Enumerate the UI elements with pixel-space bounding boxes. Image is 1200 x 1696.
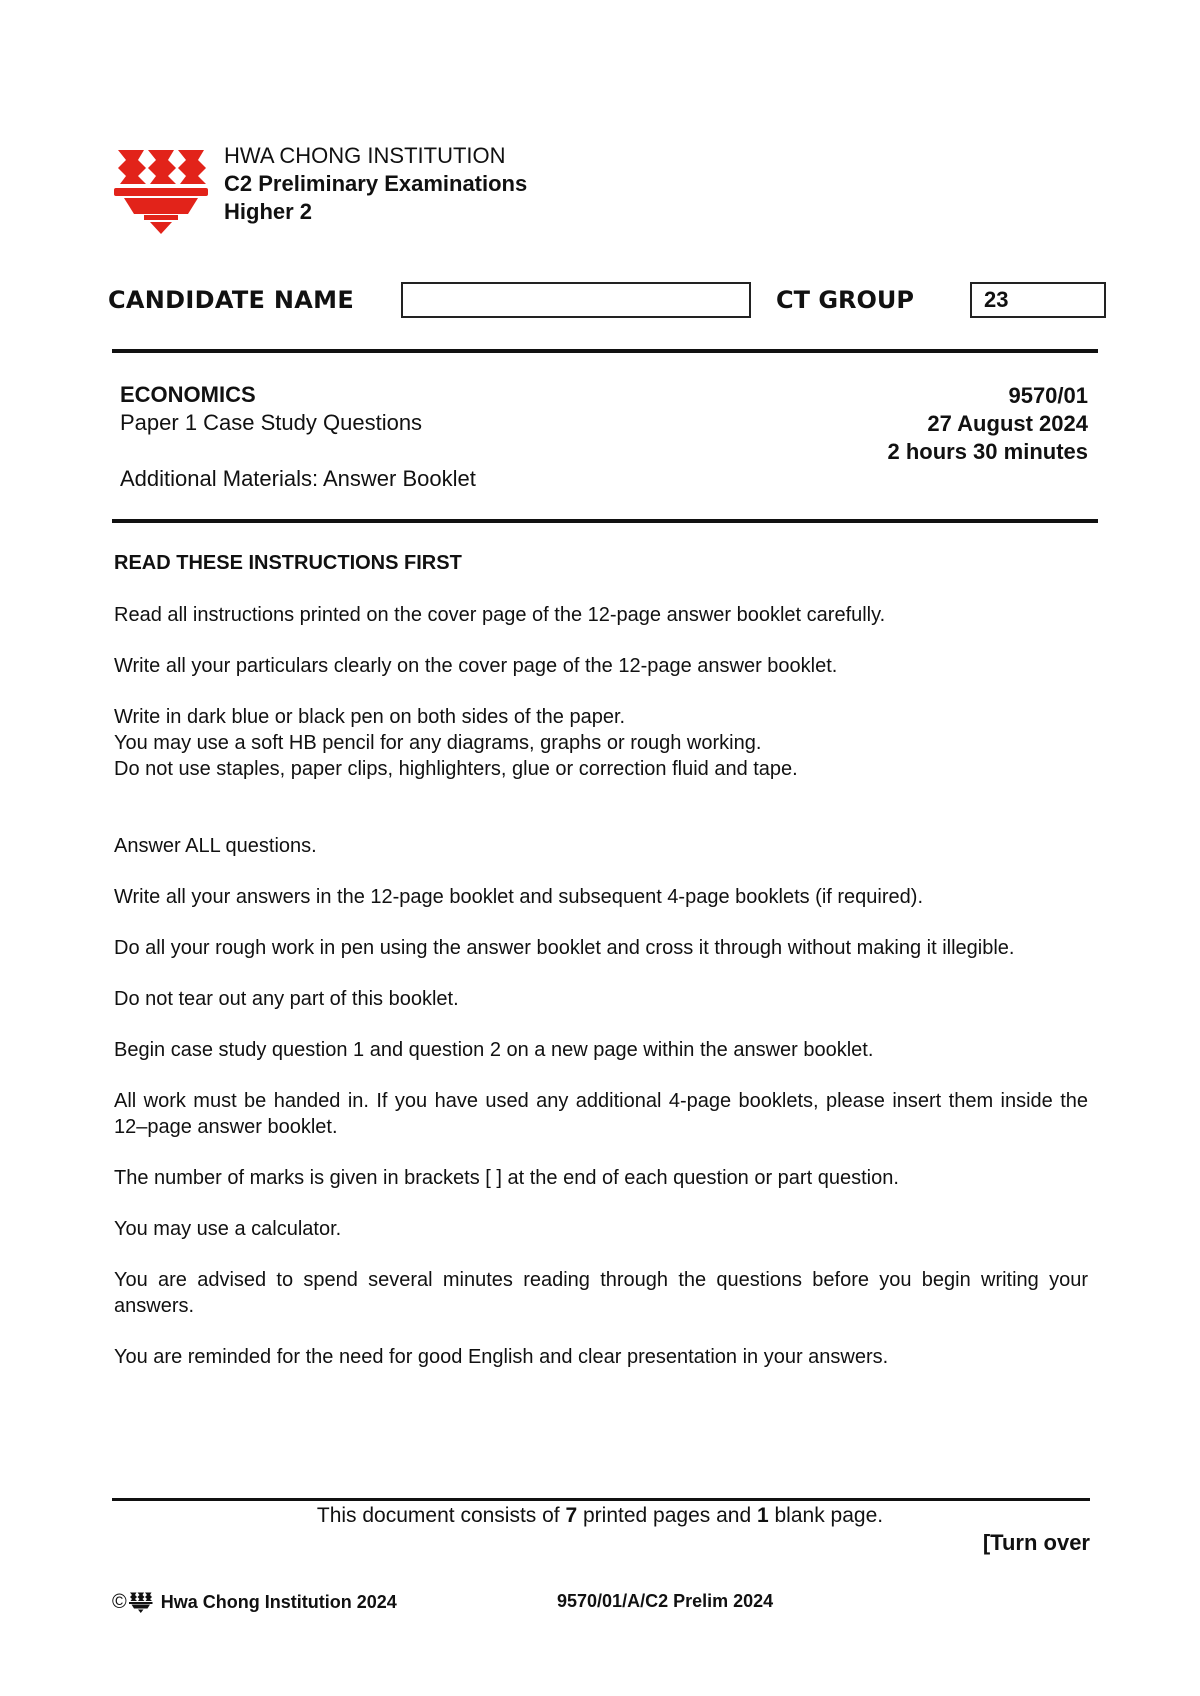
instruction-item: Do not tear out any part of this booklet. [114, 988, 459, 1010]
page-count-suffix: blank page. [768, 1504, 884, 1527]
institution-header [224, 142, 527, 226]
exam-duration: 2 hours 30 minutes [887, 439, 1088, 464]
instruction-item: You may use a soft HB pencil for any diagrams, graphs or rough working. [114, 732, 762, 754]
additional-materials: Additional Materials: Answer Booklet [120, 466, 476, 491]
paper-details [887, 382, 1088, 466]
copyright-symbol: © [112, 1591, 127, 1613]
ct-group-field[interactable]: 23 [970, 282, 1106, 318]
copyright-line [112, 1591, 397, 1614]
page-count-prefix: This document consists of [316, 1504, 566, 1527]
instruction-item: Answer ALL questions. [114, 835, 317, 857]
candidate-name-label: CANDIDATE NAME [108, 286, 355, 314]
instruction-item: You are reminded for the need for good English and clear presentation in your answers. [114, 1346, 889, 1368]
page-count-middle: printed pages and [577, 1504, 757, 1527]
blank-pages-count: 1 [756, 1504, 769, 1527]
printed-pages-count: 7 [565, 1504, 578, 1527]
divider-top [112, 349, 1098, 353]
footer-paper-code: 9570/01/A/C2 Prelim 2024 [557, 1591, 774, 1611]
subject-title: ECONOMICS [120, 382, 256, 407]
hci-logo-icon [114, 148, 210, 236]
exam-name: C2 Preliminary Examinations [224, 171, 528, 196]
instruction-item: Begin case study question 1 and question 2 on a new page within the answer booklet. [114, 1039, 874, 1061]
copyright-text: Hwa Chong Institution 2024 [160, 1592, 397, 1612]
divider-footer [112, 1498, 1090, 1501]
instructions-title: READ THESE INSTRUCTIONS FIRST [114, 552, 462, 574]
page-count-note [0, 1504, 1200, 1528]
instruction-item: You are advised to spend several minutes reading through the questions before you begin writing your answers. [114, 1269, 1088, 1317]
candidate-name-field[interactable] [401, 282, 751, 318]
paper-title: Paper 1 Case Study Questions [120, 410, 423, 435]
instruction-item: Do all your rough work in pen using the answer booklet and cross it through without making it illegible. [114, 937, 1015, 959]
instruction-item: Write all your particulars clearly on the cover page of the 12-page answer booklet. [114, 655, 838, 677]
instruction-item: Do not use staples, paper clips, highlighters, glue or correction fluid and tape. [114, 758, 798, 780]
exam-date: 27 August 2024 [927, 411, 1088, 436]
turn-over-note: [Turn over [982, 1530, 1090, 1555]
institution-name: HWA CHONG INSTITUTION [224, 143, 506, 168]
paper-code: 9570/01 [1008, 383, 1088, 408]
instruction-item: Read all instructions printed on the cover page of the 12-page answer booklet carefully. [114, 604, 886, 626]
divider-middle [112, 519, 1098, 523]
instruction-item: You may use a calculator. [114, 1218, 342, 1240]
instruction-item: All work must be handed in. If you have used any additional 4-page booklets, please insert them inside the 12–page answer booklet. [114, 1090, 1088, 1138]
exam-level: Higher 2 [224, 199, 313, 224]
hci-small-logo-icon [129, 1592, 153, 1614]
instruction-item: Write all your answers in the 12-page booklet and subsequent 4-page booklets (if required). [114, 886, 923, 908]
ct-group-label: CT GROUP [776, 286, 914, 314]
instruction-item: The number of marks is given in brackets [ ] at the end of each question or part question. [114, 1167, 899, 1189]
instruction-item: Write in dark blue or black pen on both sides of the paper. [114, 706, 626, 728]
